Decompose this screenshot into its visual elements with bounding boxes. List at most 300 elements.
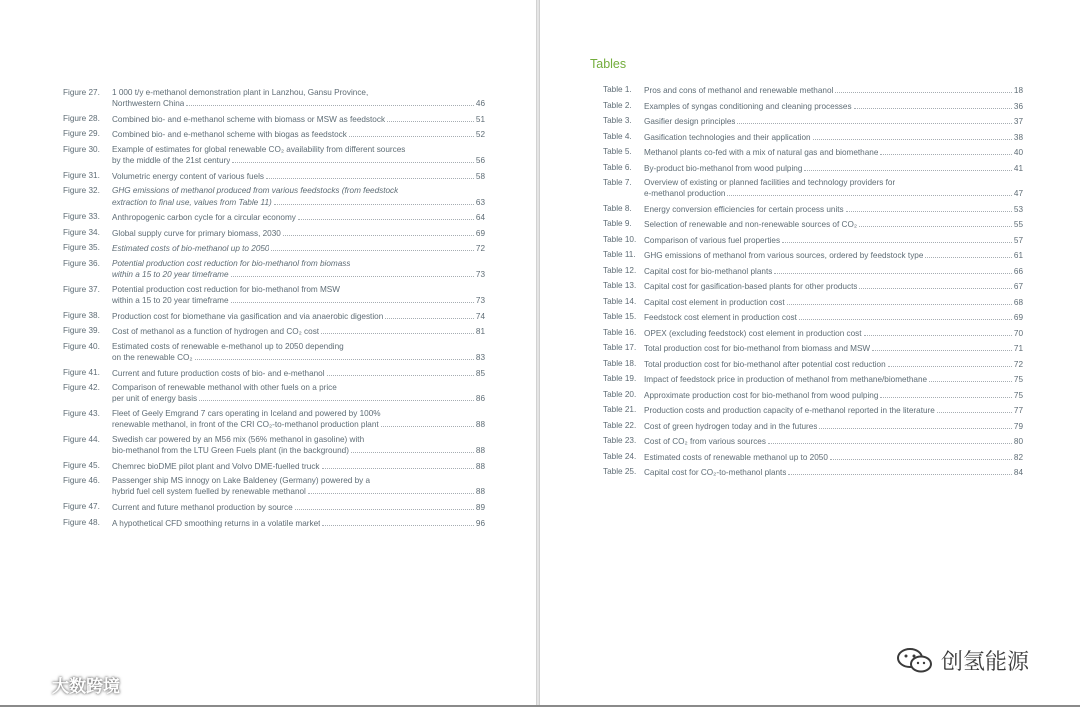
figure-title-text: Global supply curve for primary biomass, 2030 [112, 228, 281, 238]
table-entry[interactable] [603, 328, 1023, 339]
dot-leader [880, 147, 1011, 155]
dot-leader [298, 212, 474, 220]
figure-title-line [112, 393, 485, 404]
table-title [644, 312, 1023, 323]
figure-page-number: 96 [475, 518, 485, 528]
table-label: Table 5. [603, 147, 632, 156]
table-page-number: 41 [1013, 163, 1023, 173]
figure-page-number: 73 [475, 295, 485, 305]
figure-title-line [112, 326, 485, 337]
figure-title-text: within a 15 to 20 year timeframe [112, 270, 229, 280]
table-label: Table 13. [603, 281, 637, 291]
figure-title-text: Passenger ship MS innogy on Lake Baldeney (Germany) powered by a [112, 476, 371, 486]
table-title [644, 147, 1023, 158]
table-title-text: Gasification technologies and their application [644, 132, 811, 142]
table-entry[interactable] [603, 297, 1023, 308]
dot-leader [880, 390, 1012, 398]
figure-title-text: Chemrec bioDME pilot plant and Volvo DME-fuelled truck [112, 461, 320, 471]
list-of-figures [63, 88, 485, 533]
figure-title-line [112, 476, 485, 486]
table-title-line [644, 235, 1023, 246]
table-label: Table 24. [603, 451, 637, 461]
table-entry[interactable] [603, 147, 1023, 158]
figure-entry[interactable] [63, 461, 485, 472]
table-entry[interactable] [603, 178, 1023, 199]
table-title [644, 374, 1023, 385]
figure-title-line [112, 98, 485, 109]
dot-leader [854, 101, 1012, 109]
table-title-text: Gasifier design principles [644, 117, 736, 126]
figure-title-line [112, 155, 485, 166]
figure-entry[interactable] [63, 212, 485, 223]
figure-entry[interactable] [63, 383, 485, 404]
table-title-line [644, 178, 1023, 188]
dot-leader [195, 352, 474, 360]
figure-entry[interactable] [63, 342, 485, 363]
figure-title [112, 228, 485, 239]
table-page-number: 55 [1013, 220, 1023, 230]
figure-title-text: Estimated costs of renewable e-methanol up to 2050 depending [112, 341, 344, 351]
table-label: Table 14. [603, 296, 637, 306]
figure-label: Figure 27. [63, 88, 100, 97]
figure-title-text: Northwestern China [112, 99, 185, 109]
figure-entry[interactable] [63, 171, 485, 182]
table-label: Table 1. [603, 85, 632, 94]
figure-label: Figure 45. [63, 460, 100, 470]
table-page-number: 82 [1013, 452, 1023, 462]
table-title-text: Capital cost element in production cost [644, 297, 785, 307]
table-title [644, 266, 1023, 277]
dot-leader [321, 326, 474, 334]
figure-title-text: hybrid fuel cell system fuelled by renewable methanol [112, 487, 306, 497]
table-title [644, 328, 1023, 339]
figure-title [112, 383, 485, 404]
dot-leader [322, 518, 473, 526]
dot-leader [804, 163, 1012, 171]
table-label: Table 17. [603, 343, 637, 353]
table-label: Table 15. [603, 312, 637, 322]
dot-leader [859, 281, 1011, 289]
watermark-left [8, 672, 120, 697]
figure-entry[interactable] [63, 186, 485, 207]
dot-leader [381, 419, 474, 427]
table-title-line [644, 250, 1023, 261]
table-title-line [644, 312, 1023, 323]
table-title [644, 116, 1023, 127]
dot-leader [788, 467, 1011, 475]
figure-title [112, 285, 485, 306]
figure-page-number: 73 [475, 270, 485, 280]
figure-page-number: 64 [475, 213, 485, 223]
table-entry[interactable] [603, 85, 1023, 96]
table-entry[interactable] [603, 312, 1023, 323]
figure-title-text: Example of estimates for global renewable CO₂ availability from different sources [112, 144, 406, 154]
figure-title-text: renewable methanol, in front of the CRI CO₂-to-methanol production plant [112, 420, 379, 430]
figure-entry[interactable] [63, 228, 485, 239]
table-entry[interactable] [603, 116, 1023, 127]
figure-entry[interactable] [63, 435, 485, 456]
figure-title-text: Current and future methanol production by source [112, 502, 293, 512]
figure-label: Figure 46. [63, 476, 100, 486]
figure-entry[interactable] [63, 88, 485, 109]
table-label: Table 8. [603, 203, 632, 213]
figure-title-line [112, 171, 485, 182]
figure-title-line [112, 311, 485, 322]
figure-label: Figure 33. [63, 212, 100, 222]
table-title [644, 405, 1023, 416]
table-entry[interactable] [603, 421, 1023, 432]
figure-page-number: 88 [475, 445, 485, 455]
figure-title [112, 114, 485, 125]
table-title-text: Capital cost for bio-methanol plants [644, 266, 773, 276]
table-title-text: By-product bio-methanol from wood pulping [644, 163, 803, 173]
table-entry[interactable] [603, 374, 1023, 385]
figure-title [112, 518, 485, 529]
dot-leader [888, 359, 1012, 367]
table-entry[interactable] [603, 163, 1023, 174]
table-title [644, 235, 1023, 246]
figure-title-line [112, 435, 485, 445]
figure-page-number: 74 [475, 311, 485, 321]
dot-leader [232, 155, 474, 163]
figure-title-line [112, 114, 485, 125]
table-title-text: Methanol plants co-fed with a mix of natural gas and biomethane [644, 148, 879, 157]
dot-leader [774, 266, 1012, 274]
figure-entry[interactable] [63, 129, 485, 140]
figure-title-line [112, 419, 485, 430]
table-title-text: Pros and cons of methanol and renewable methanol [644, 86, 834, 95]
dot-leader [846, 204, 1012, 212]
figure-title-line [112, 88, 485, 98]
figure-title-line [112, 186, 485, 196]
table-label: Table 16. [603, 327, 637, 337]
table-title [644, 452, 1023, 463]
figure-page-number: 58 [475, 171, 485, 181]
figure-entry[interactable] [63, 368, 485, 379]
table-page-number: 80 [1013, 437, 1023, 447]
table-entry[interactable] [603, 281, 1023, 292]
dot-leader [830, 452, 1012, 460]
table-title-line [644, 281, 1023, 292]
table-entry[interactable] [603, 101, 1023, 112]
figure-entry[interactable] [63, 502, 485, 513]
figure-label: Figure 32. [63, 186, 100, 196]
figure-entry[interactable] [63, 285, 485, 306]
table-label: Table 7. [603, 178, 632, 187]
figure-title [112, 435, 485, 456]
dot-leader [231, 269, 474, 277]
table-title-line [644, 116, 1023, 127]
table-title-text: Capital cost for gasification-based plants for other products [644, 282, 858, 292]
table-title-line [644, 328, 1023, 339]
watermark-left-text: 大数跨境 [52, 677, 120, 696]
table-title-text: Overview of existing or planned facilities and technology providers for [644, 178, 896, 187]
figure-page-number: 88 [475, 461, 485, 471]
table-label: Table 18. [603, 358, 637, 368]
table-entry[interactable] [603, 405, 1023, 416]
table-title-line [644, 297, 1023, 308]
dot-leader [349, 129, 474, 137]
figure-title [112, 145, 485, 166]
dot-leader [929, 374, 1012, 382]
table-title-text: Energy conversion efficiencies for certain process units [644, 204, 844, 214]
watermark-right-text: 创氢能源 [941, 649, 1030, 674]
figure-entry[interactable] [63, 518, 485, 529]
table-page-number: 67 [1013, 282, 1023, 292]
table-title [644, 436, 1023, 447]
figure-page-number: 88 [475, 487, 485, 497]
figure-title-line [112, 269, 485, 280]
dot-leader [864, 328, 1012, 336]
figure-title-line [112, 243, 485, 254]
table-page-number: 61 [1013, 251, 1023, 261]
table-label: Table 2. [603, 100, 632, 110]
figure-page-number: 85 [475, 368, 485, 378]
dot-leader [799, 312, 1012, 320]
table-title [644, 281, 1023, 292]
table-label: Table 9. [603, 219, 632, 229]
figure-title-text: Potential production cost reduction for bio-methanol from biomass [112, 258, 351, 268]
table-title-line [644, 467, 1023, 478]
table-title [644, 163, 1023, 174]
dot-leader [327, 368, 474, 376]
table-title-text: Total production cost for bio-methanol after potential cost reduction [644, 359, 886, 369]
figure-title-text: bio-methanol from the LTU Green Fuels plant (in the background) [112, 445, 349, 455]
figure-title-text: per unit of energy basis [112, 394, 198, 404]
figure-title [112, 259, 485, 280]
figure-label: Figure 34. [63, 227, 100, 237]
table-label: Table 3. [603, 116, 632, 125]
table-title-text: e-methanol production [644, 189, 726, 199]
table-title [644, 390, 1023, 401]
figure-title-line [112, 145, 485, 155]
figure-title-text: Current and future production costs of bio- and e-methanol [112, 368, 325, 378]
figure-title [112, 461, 485, 472]
table-title-text: Selection of renewable and non-renewable sources of CO₂ [644, 220, 857, 230]
figure-label: Figure 47. [63, 501, 100, 511]
dot-leader [322, 461, 474, 469]
figure-label: Figure 35. [63, 243, 100, 253]
table-page-number: 77 [1013, 406, 1023, 416]
table-title [644, 359, 1023, 370]
figure-label: Figure 42. [63, 383, 100, 393]
table-title [644, 250, 1023, 261]
table-entry[interactable] [603, 219, 1023, 230]
figure-label: Figure 43. [63, 408, 100, 418]
dot-leader [283, 228, 474, 236]
dot-leader [782, 235, 1012, 243]
table-entry[interactable] [603, 467, 1023, 478]
table-page-number: 75 [1013, 390, 1023, 400]
table-page-number: 69 [1013, 313, 1023, 323]
table-title [644, 204, 1023, 215]
figure-entry[interactable] [63, 243, 485, 254]
table-title-line [644, 188, 1023, 199]
table-entry[interactable] [603, 436, 1023, 447]
figure-label: Figure 39. [63, 326, 100, 336]
table-page-number: 79 [1013, 421, 1023, 431]
figure-entry[interactable] [63, 259, 485, 280]
figure-label: Figure 28. [63, 113, 100, 123]
table-page-number: 57 [1013, 235, 1023, 245]
table-page-number: 38 [1013, 132, 1023, 142]
table-title-text: Estimated costs of renewable methanol up to 2050 [644, 452, 828, 462]
dot-leader [937, 405, 1012, 413]
table-title-line [644, 421, 1023, 432]
figure-entry[interactable] [63, 311, 485, 322]
figure-title-text: A hypothetical CFD smoothing returns in a volatile market [112, 518, 321, 528]
table-title-line [644, 359, 1023, 370]
figure-page-number: 81 [475, 327, 485, 337]
figure-title-line [112, 259, 485, 269]
table-title [644, 467, 1023, 478]
figure-title-text: Combined bio- and e-methanol scheme with biogas as feedstock [112, 130, 347, 140]
table-title [644, 178, 1023, 199]
table-title-line [644, 343, 1023, 354]
figure-title-line [112, 129, 485, 140]
table-title-line [644, 147, 1023, 158]
dot-leader [186, 98, 474, 106]
tables-heading: Tables [590, 57, 627, 71]
table-entry[interactable] [603, 343, 1023, 354]
figure-title-text: 1 000 t/y e-methanol demonstration plant in Lanzhou, Gansu Province, [112, 88, 369, 97]
figure-title-line [112, 409, 485, 419]
dot-leader [385, 311, 474, 319]
table-title [644, 343, 1023, 354]
table-label: Table 12. [603, 265, 637, 275]
figure-title-text: Potential production cost reduction for bio-methanol from MSW [112, 284, 340, 294]
figure-label: Figure 40. [63, 341, 100, 351]
table-title [644, 421, 1023, 432]
dot-leader [308, 486, 474, 494]
figure-title [112, 502, 485, 513]
table-page-number: 36 [1013, 101, 1023, 111]
table-title-line [644, 132, 1023, 143]
table-title-text: Comparison of various fuel properties [644, 235, 781, 245]
figure-title-text: Fleet of Geely Emgrand 7 cars operating in Iceland and powered by 100% [112, 408, 381, 418]
figure-title [112, 212, 485, 223]
figure-title-line [112, 383, 485, 393]
table-title-line [644, 163, 1023, 174]
list-of-tables [603, 85, 1023, 483]
table-label: Table 23. [603, 436, 637, 446]
table-entry[interactable] [603, 452, 1023, 463]
table-page-number: 70 [1013, 328, 1023, 338]
table-entry[interactable] [603, 266, 1023, 277]
table-label: Table 25. [603, 467, 637, 477]
table-entry[interactable] [603, 132, 1023, 143]
table-entry[interactable] [603, 235, 1023, 246]
figure-title-line [112, 342, 485, 352]
figure-title [112, 88, 485, 109]
figure-title-line [112, 518, 485, 529]
figure-title [112, 368, 485, 379]
dot-leader [199, 393, 474, 401]
table-title-line [644, 219, 1023, 230]
figure-entry[interactable] [63, 145, 485, 166]
table-title-text: Cost of green hydrogen today and in the futures [644, 421, 818, 431]
figure-title-text: Cost of methanol as a function of hydrogen and CO₂ cost [112, 327, 320, 337]
table-title-text: Cost of CO₂ from various sources [644, 437, 766, 447]
table-title-line [644, 101, 1023, 112]
table-title-text: Approximate production cost for bio-methanol from wood pulping [644, 390, 879, 400]
dot-leader [925, 250, 1011, 258]
table-title-line [644, 266, 1023, 277]
table-entry[interactable] [603, 390, 1023, 401]
figure-title-line [112, 486, 485, 497]
table-title [644, 101, 1023, 112]
figure-page-number: 56 [475, 156, 485, 166]
dot-leader [727, 188, 1011, 196]
figure-page-number: 86 [475, 394, 485, 404]
table-page-number: 66 [1013, 266, 1023, 276]
table-label: Table 4. [603, 131, 632, 141]
dot-leader [351, 445, 474, 453]
figure-page-number: 52 [475, 130, 485, 140]
table-entry[interactable] [603, 204, 1023, 215]
figure-title-line [112, 352, 485, 363]
table-title-line [644, 452, 1023, 463]
table-title-line [644, 204, 1023, 215]
table-title [644, 219, 1023, 230]
figure-title-text: within a 15 to 20 year timeframe [112, 295, 229, 305]
figure-label: Figure 31. [63, 170, 100, 180]
table-title-line [644, 405, 1023, 416]
figure-title-text: Anthropogenic carbon cycle for a circular economy [112, 213, 296, 223]
table-title-line [644, 390, 1023, 401]
figure-entry[interactable] [63, 476, 485, 497]
table-label: Table 19. [603, 374, 637, 384]
table-title-line [644, 85, 1023, 96]
table-title-text: OPEX (excluding feedstock) cost element in production cost [644, 328, 862, 338]
figure-title [112, 129, 485, 140]
figure-page-number: 83 [475, 352, 485, 362]
table-title-text: Examples of syngas conditioning and cleaning processes [644, 101, 852, 111]
figure-entry[interactable] [63, 114, 485, 125]
table-label: Table 22. [603, 420, 637, 430]
dot-leader [266, 171, 474, 179]
table-title [644, 132, 1023, 143]
figure-label: Figure 36. [63, 258, 100, 268]
figure-title-text: Estimated costs of bio-methanol up to 2050 [112, 244, 270, 254]
figure-page-number: 72 [475, 244, 485, 254]
table-page-number: 75 [1013, 375, 1023, 385]
dot-leader [819, 421, 1011, 429]
table-title [644, 85, 1023, 96]
table-page-number: 68 [1013, 297, 1023, 307]
table-page-number: 53 [1013, 204, 1023, 214]
table-label: Table 10. [603, 234, 637, 244]
table-entry[interactable] [603, 250, 1023, 261]
figure-title [112, 186, 485, 207]
figure-title-text: GHG emissions of methanol produced from various feedstocks (from feedstock [112, 186, 399, 196]
figure-title [112, 311, 485, 322]
table-title-text: Capital cost for CO₂-to-methanol plants [644, 468, 787, 478]
table-title-text: GHG emissions of methanol from various sources, ordered by feedstock type [644, 251, 924, 261]
table-label: Table 6. [603, 162, 632, 172]
figure-label: Figure 44. [63, 434, 100, 444]
figure-entry[interactable] [63, 409, 485, 430]
wechat-icon [895, 647, 935, 675]
figure-page-number: 63 [475, 197, 485, 207]
table-label: Table 20. [603, 389, 637, 399]
dot-leader [737, 116, 1011, 124]
figure-entry[interactable] [63, 326, 485, 337]
figure-page-number: 69 [475, 228, 485, 238]
table-entry[interactable] [603, 359, 1023, 370]
figure-label: Figure 41. [63, 367, 100, 377]
table-label: Table 21. [603, 405, 637, 415]
